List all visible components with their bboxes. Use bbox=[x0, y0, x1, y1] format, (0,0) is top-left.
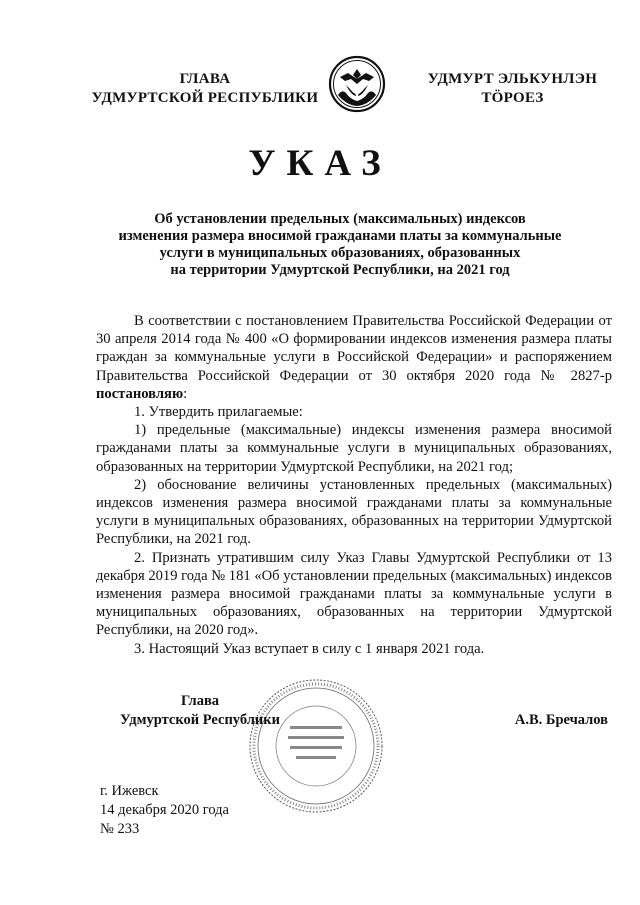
paragraph-item1: 1. Утвердить прилагаемые: bbox=[134, 404, 303, 421]
signatory-name: А.В. Бречалов bbox=[514, 712, 608, 728]
intro-decree-word: постановляю bbox=[96, 385, 184, 402]
header-left-line1: ГЛАВА bbox=[179, 71, 231, 87]
paragraph-item2: 2. Признать утратившим силу Указ Главы Удмуртской Республики от 13 декабря 2019 года № 181 «Об установлении предельных (максимальных) индексов изменения размера вносимой гражданами платы за коммунальные услуги в муниципальных образованиях, образованных на территории Удмуртской Республики, на 2020 год». bbox=[96, 549, 612, 639]
coat-of-arms-icon bbox=[328, 55, 386, 113]
document-subject bbox=[95, 211, 585, 279]
header-left-line2: УДМУРТСКОЙ РЕСПУБЛИКИ bbox=[91, 90, 319, 106]
paragraph-item1-2: 2) обоснование величины установленных предельных (максимальных) индексов изменения размера вносимой гражданами платы за коммунальные услуги в муниципальных образованиях, образованных на территории Удмуртской Республики, на 2021 год. bbox=[96, 476, 612, 548]
paragraph-item3: 3. Настоящий Указ вступает в силу с 1 января 2021 года. bbox=[134, 640, 485, 657]
document-footer bbox=[100, 782, 229, 839]
issuer-header-udmurt bbox=[400, 70, 625, 108]
intro-text: В соответствии с постановлением Правительства Российской Федерации от 30 апреля 2014 года № 400 «О формировании индексов изменения размера платы граждан за коммунальные услуги в Российской Федерации» и распоряжением Правительства Российской Федерации от 30 октября 2020 года № 2827-р bbox=[96, 313, 612, 384]
decree-number: № 233 bbox=[100, 821, 140, 837]
issue-city: г. Ижевск bbox=[100, 783, 159, 799]
issue-date: 14 декабря 2020 года bbox=[100, 802, 229, 818]
signatory-title-line1: Глава bbox=[180, 693, 220, 709]
intro-colon: : bbox=[183, 385, 188, 402]
subject-line: Об установлении предельных (максимальных) индексов bbox=[154, 211, 526, 227]
document-title: УКАЗ bbox=[248, 143, 392, 184]
header-right-line2: ТӦРОЕЗ bbox=[481, 90, 544, 106]
signatory-title bbox=[100, 692, 300, 730]
subject-line: на территории Удмуртской Республики, на 2021 год bbox=[170, 262, 510, 278]
subject-line: изменения размера вносимой гражданами платы за коммунальные bbox=[118, 228, 562, 244]
header-right-line1: УДМУРТ ЭЛЬКУНЛЭН bbox=[427, 71, 598, 87]
paragraph-item1-1: 1) предельные (максимальные) индексы изменения размера вносимой гражданами платы за коммунальные услуги в муниципальных образованиях, образованных на территории Удмуртской Республики, на 2021 год; bbox=[96, 422, 612, 475]
subject-line: услуги в муниципальных образованиях, образованных bbox=[159, 245, 521, 261]
intro-paragraph bbox=[96, 312, 612, 403]
signatory-title-line2: Удмуртской Республики bbox=[120, 712, 280, 728]
issuer-header-russian bbox=[80, 70, 330, 108]
document-body bbox=[96, 312, 612, 658]
